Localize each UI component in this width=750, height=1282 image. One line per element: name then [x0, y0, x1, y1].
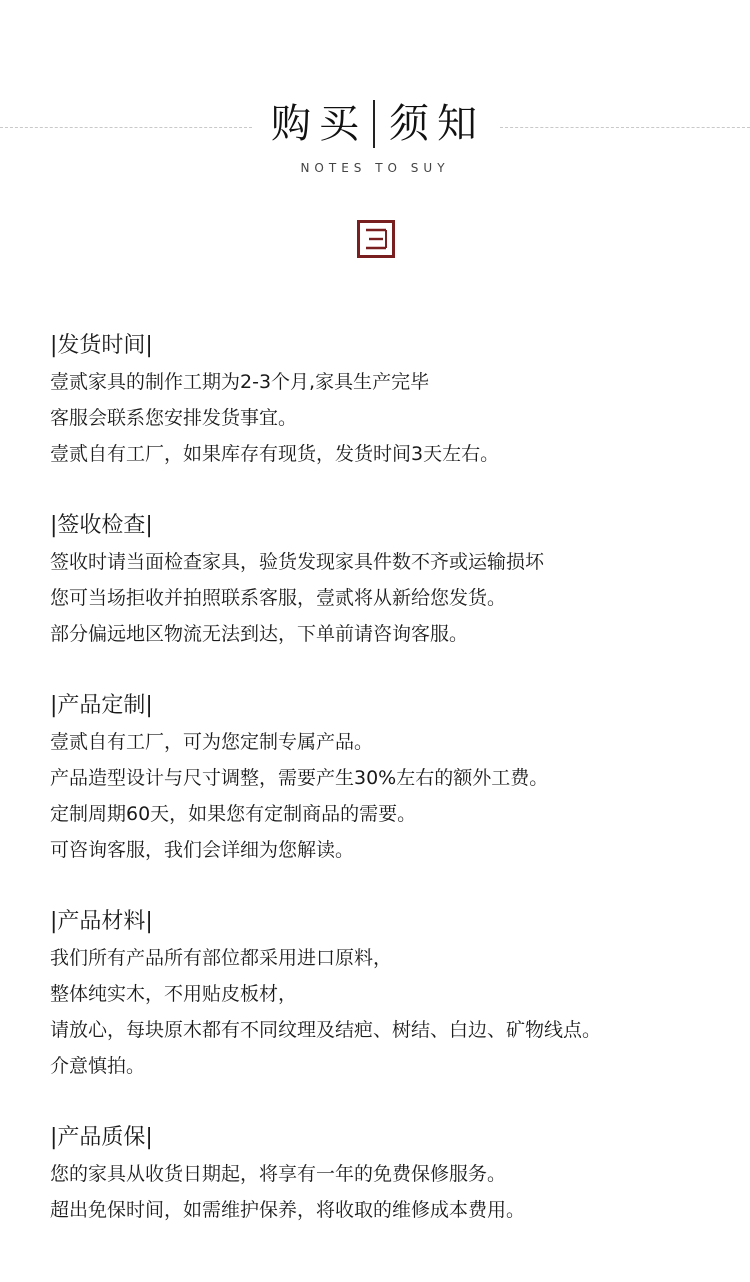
section-line: 我们所有产品所有部位都采用进口原料，: [50, 947, 393, 969]
section-line: 介意慎拍。: [50, 1055, 146, 1077]
section-customization: [50, 688, 740, 868]
section-line: 签收时请当面检查家具，验货发现家具件数不齐或运输损坏: [50, 551, 545, 573]
section-line: 壹贰家具的制作工期为2-3个月,家具生产完毕: [50, 371, 430, 393]
title-separator: [373, 100, 375, 148]
section-line: 您的家具从收货日期起，将享有一年的免费保修服务。: [50, 1163, 507, 1185]
section-shipping-time: [50, 328, 740, 472]
section-line: 可咨询客服，我们会详细为您解读。: [50, 839, 355, 861]
header-divider-right: [500, 127, 750, 128]
section-line: 超出免保时间，如需维护保养，将收取的维修成本费用。: [50, 1199, 526, 1221]
section-materials: [50, 904, 740, 1084]
section-line: 整体纯实木，不用贴皮板材，: [50, 983, 298, 1005]
section-line: 您可当场拒收并拍照联系客服，壹贰将从新给您发货。: [50, 587, 507, 609]
section-line: 壹贰自有工厂，如果库存有现货，发货时间3天左右。: [50, 443, 500, 465]
title-left: 购买: [271, 101, 367, 147]
section-line: 定制周期60天，如果您有定制商品的需要。: [50, 803, 417, 825]
page-header: [0, 0, 750, 300]
page-subtitle: NOTES TO SUY: [300, 161, 450, 175]
section-line: 请放心，每块原木都有不同纹理及结疤、树结、白边、矿物线点。: [50, 1019, 602, 1041]
title-right: 须知: [389, 101, 485, 147]
section-title: |产品质保|: [50, 1125, 153, 1150]
section-title: |产品定制|: [50, 693, 153, 718]
section-line: 产品造型设计与尺寸调整，需要产生30%左右的额外工费。: [50, 767, 549, 789]
section-warranty: [50, 1120, 740, 1228]
section-line: 壹贰自有工厂，可为您定制专属产品。: [50, 731, 374, 753]
seal-icon: [357, 220, 395, 258]
section-receipt-inspection: [50, 508, 740, 652]
section-title: |签收检查|: [50, 513, 153, 538]
notes-content: [50, 328, 740, 1228]
page-title: [262, 98, 494, 150]
section-title: |产品材料|: [50, 909, 153, 934]
section-title: |发货时间|: [50, 333, 153, 358]
section-line: 客服会联系您安排发货事宜。: [50, 407, 298, 429]
section-line: 部分偏远地区物流无法到达，下单前请咨询客服。: [50, 623, 469, 645]
header-divider-left: [0, 127, 252, 128]
